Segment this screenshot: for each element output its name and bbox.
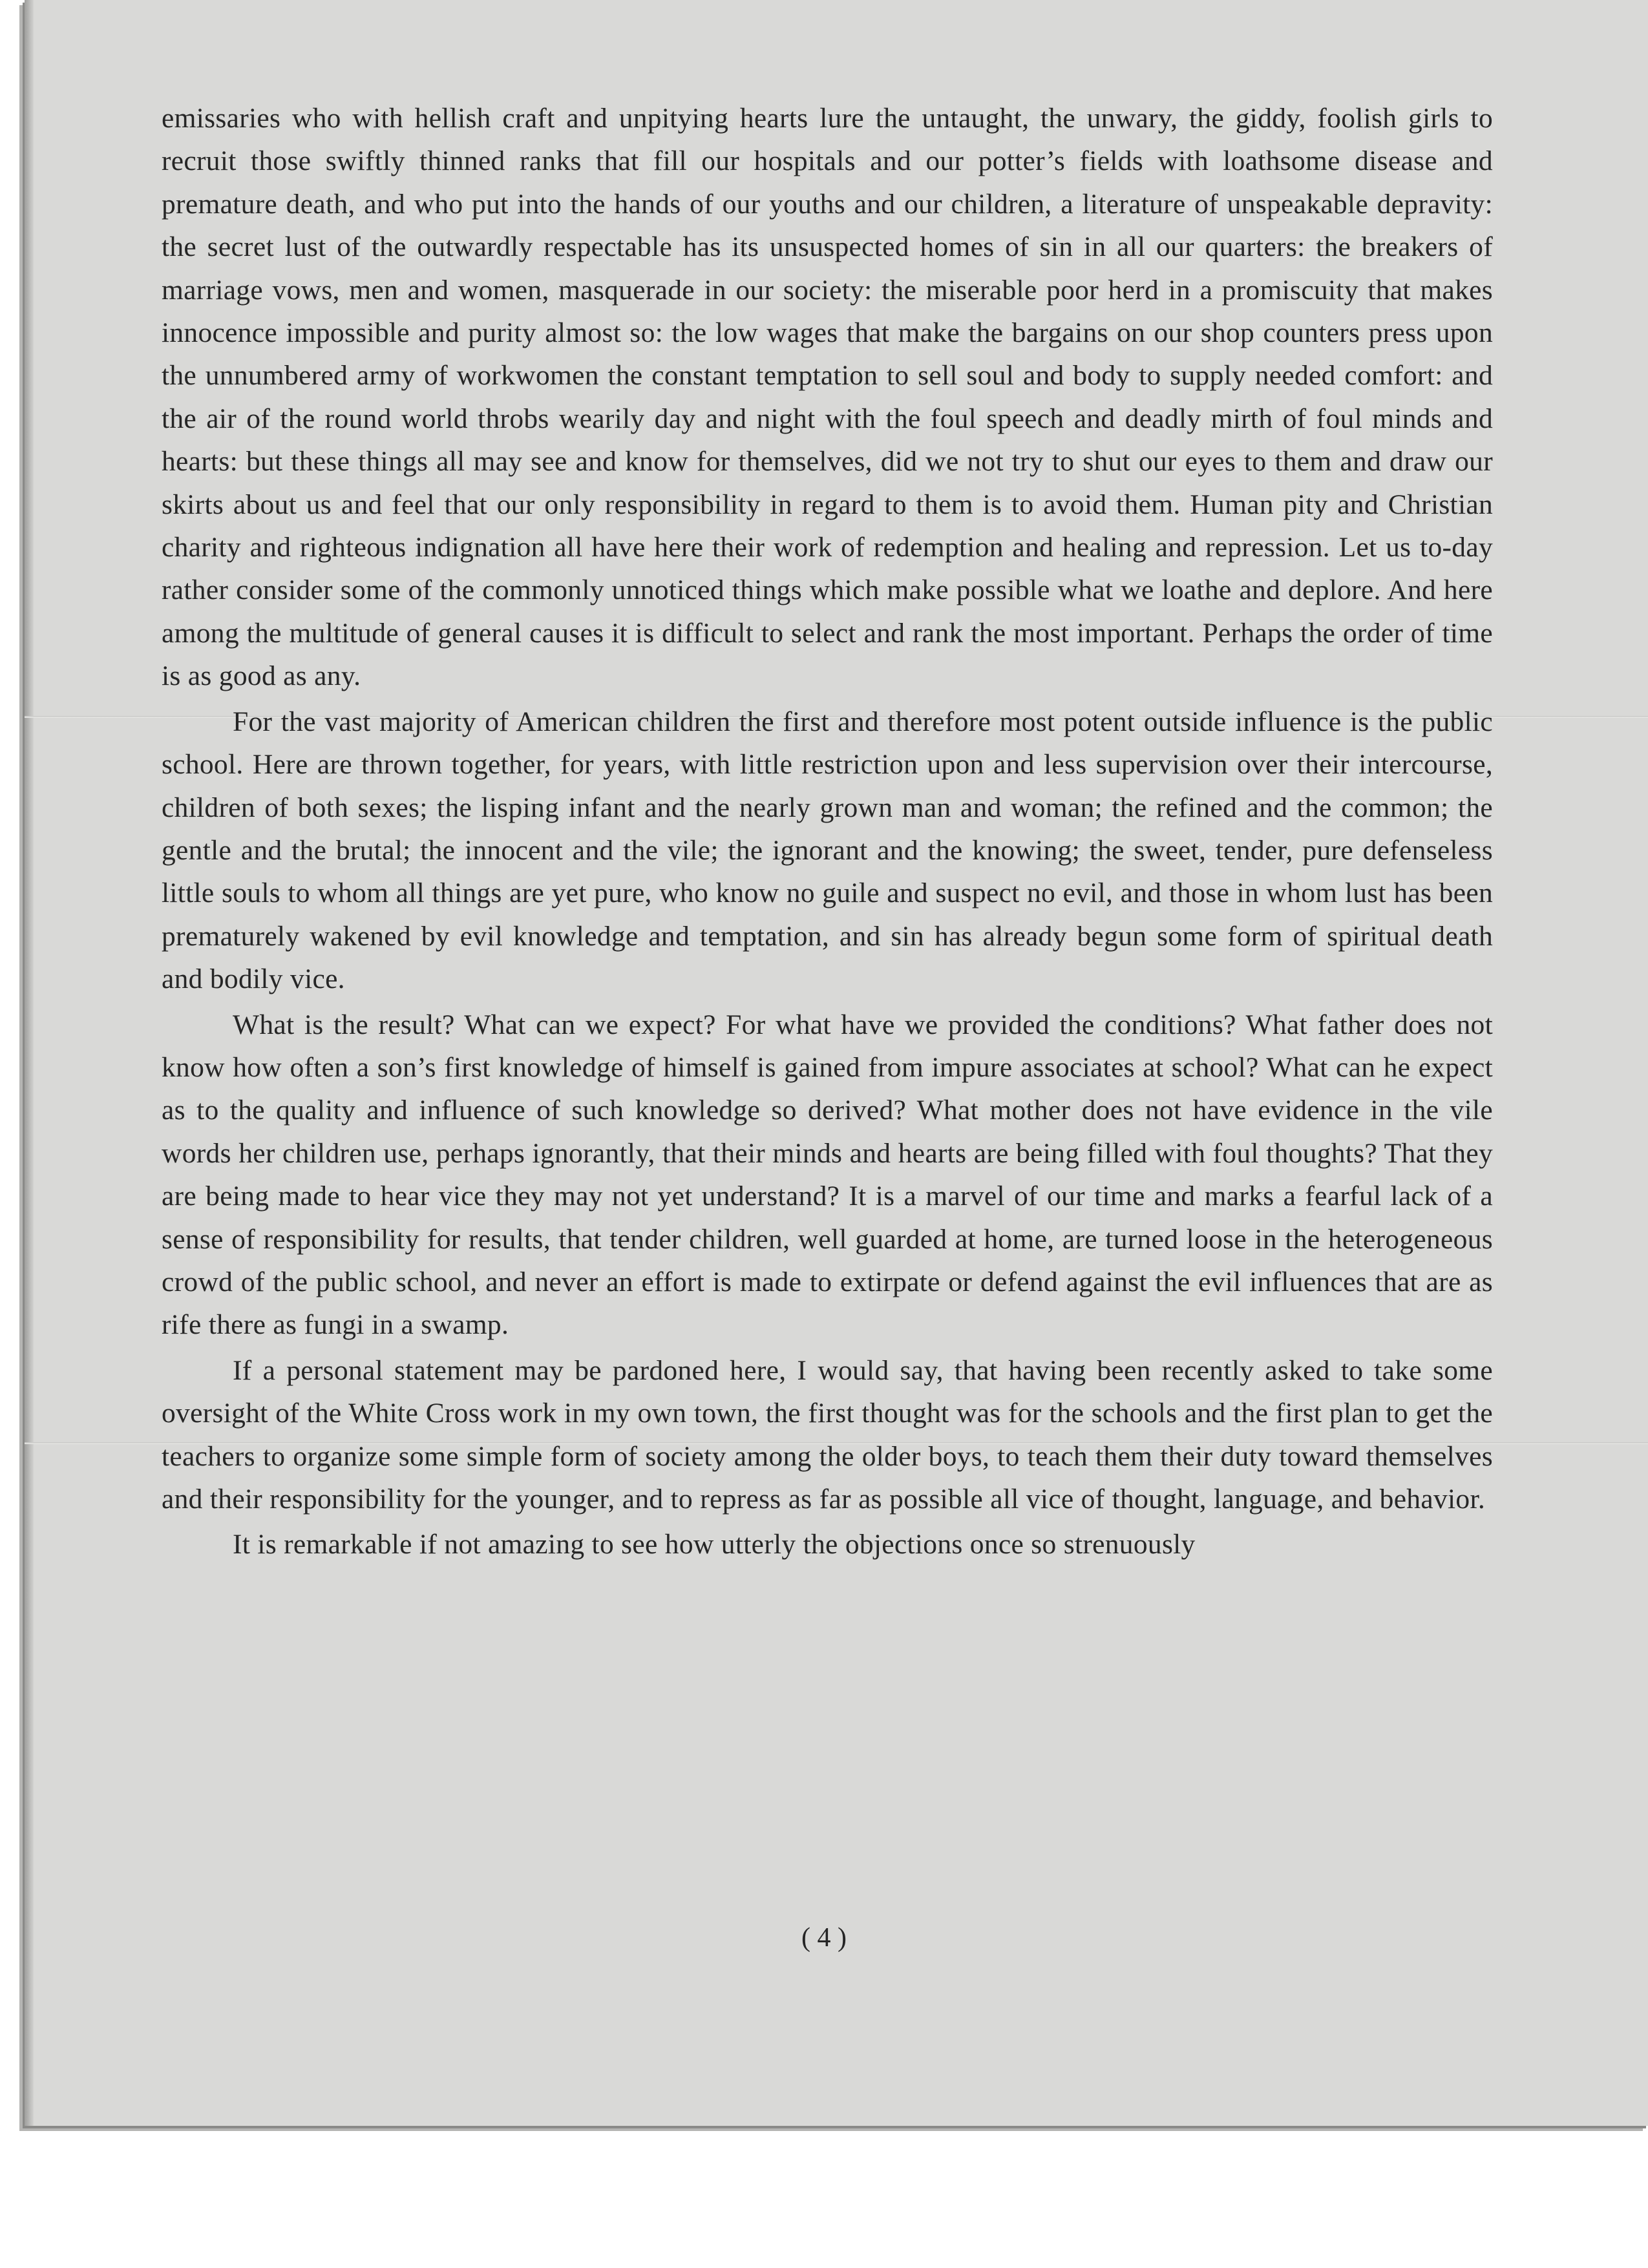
paragraph: It is remarkable if not amazing to see how utterly the objections once so strenuously <box>233 1529 1196 1560</box>
page-number: ( 4 ) <box>801 1923 847 1953</box>
paragraph: For the vast majority of American children the first and therefore most potent outside influence is the public school. Here are thrown together, for years, with little restriction upon and less supervision over their intercourse, children of both sexes; the lisping infant and the nearly grown man and woman; the refined and the common; the gentle and the brutal; the innocent and the vile; the ignorant and the knowing; the sweet, tender, pure defenseless little souls to whom all things are yet pure, who know no guile and suspect no evil, and those in whom lust has been prematurely wakened by evil knowledge and temptation, and sin has already begun some form of spiritual death and bodily vice. <box>162 706 1493 995</box>
paragraph: What is the result? What can we expect? For what have we provided the conditions? What father does not know how often a son’s first knowledge of himself is gained from impure associates at school? What can he expect as to the quality and influence of such knowledge so derived? What mother does not have evidence in the vile words her children use, perhaps ignorantly, that their minds and hearts are being filled with foul thoughts? That they are being made to hear vice they may not yet understand? It is a marvel of our time and marks a fearful lack of a sense of responsibility for results, that tender children, well guarded at home, are turned loose in the heterogeneous crowd of the public school, and never an effort is made to extirpate or defend against the evil influences that are as rife there as fungi in a swamp. <box>162 1009 1493 1341</box>
paragraph: If a personal statement may be pardoned here, I would say, that having been recently asked to take some oversight of the White Cross work in my own town, the first thought was for the schools and the first plan to get the teachers to organize some simple form of society among the older boys, to teach them their duty toward themselves and their responsibility for the younger, and to repress as far as possible all vice of thought, language, and behavior. <box>162 1354 1493 1515</box>
body-text <box>162 97 1493 1566</box>
paragraph: emissaries who with hellish craft and unpitying hearts lure the untaught, the unwary, the giddy, foolish girls to recruit those swiftly thinned ranks that fill our hospitals and our potter’s fields with loathsome disease and premature death, and who put into the hands of our youths and our children, a literature of unspeakable depravity: the secret lust of the outwardly respectable has its unsuspected homes of sin in all our quarters: the breakers of marriage vows, men and women, masquerade in our society: the miserable poor herd in a promiscuity that makes innocence impossible and purity almost so: the low wages that make the bargains on our shop counters press upon the unnumbered army of workwomen the constant temptation to sell soul and body to supply needed comfort: and the air of the round world throbs wearily day and night with the foul speech and deadly mirth of foul minds and hearts: but these things all may see and know for themselves, did we not try to shut our eyes to them and draw our skirts about us and feel that our only responsibility in regard to them is to avoid them. Human pity and Christian charity and righteous indignation all have here their work of redemption and healing and repression. Let us to-day rather consider some of the commonly unnoticed things which make possible what we loathe and deplore. And here among the multitude of general causes it is difficult to select and rank the most important. Perhaps the order of time is as good as any. <box>162 103 1493 692</box>
